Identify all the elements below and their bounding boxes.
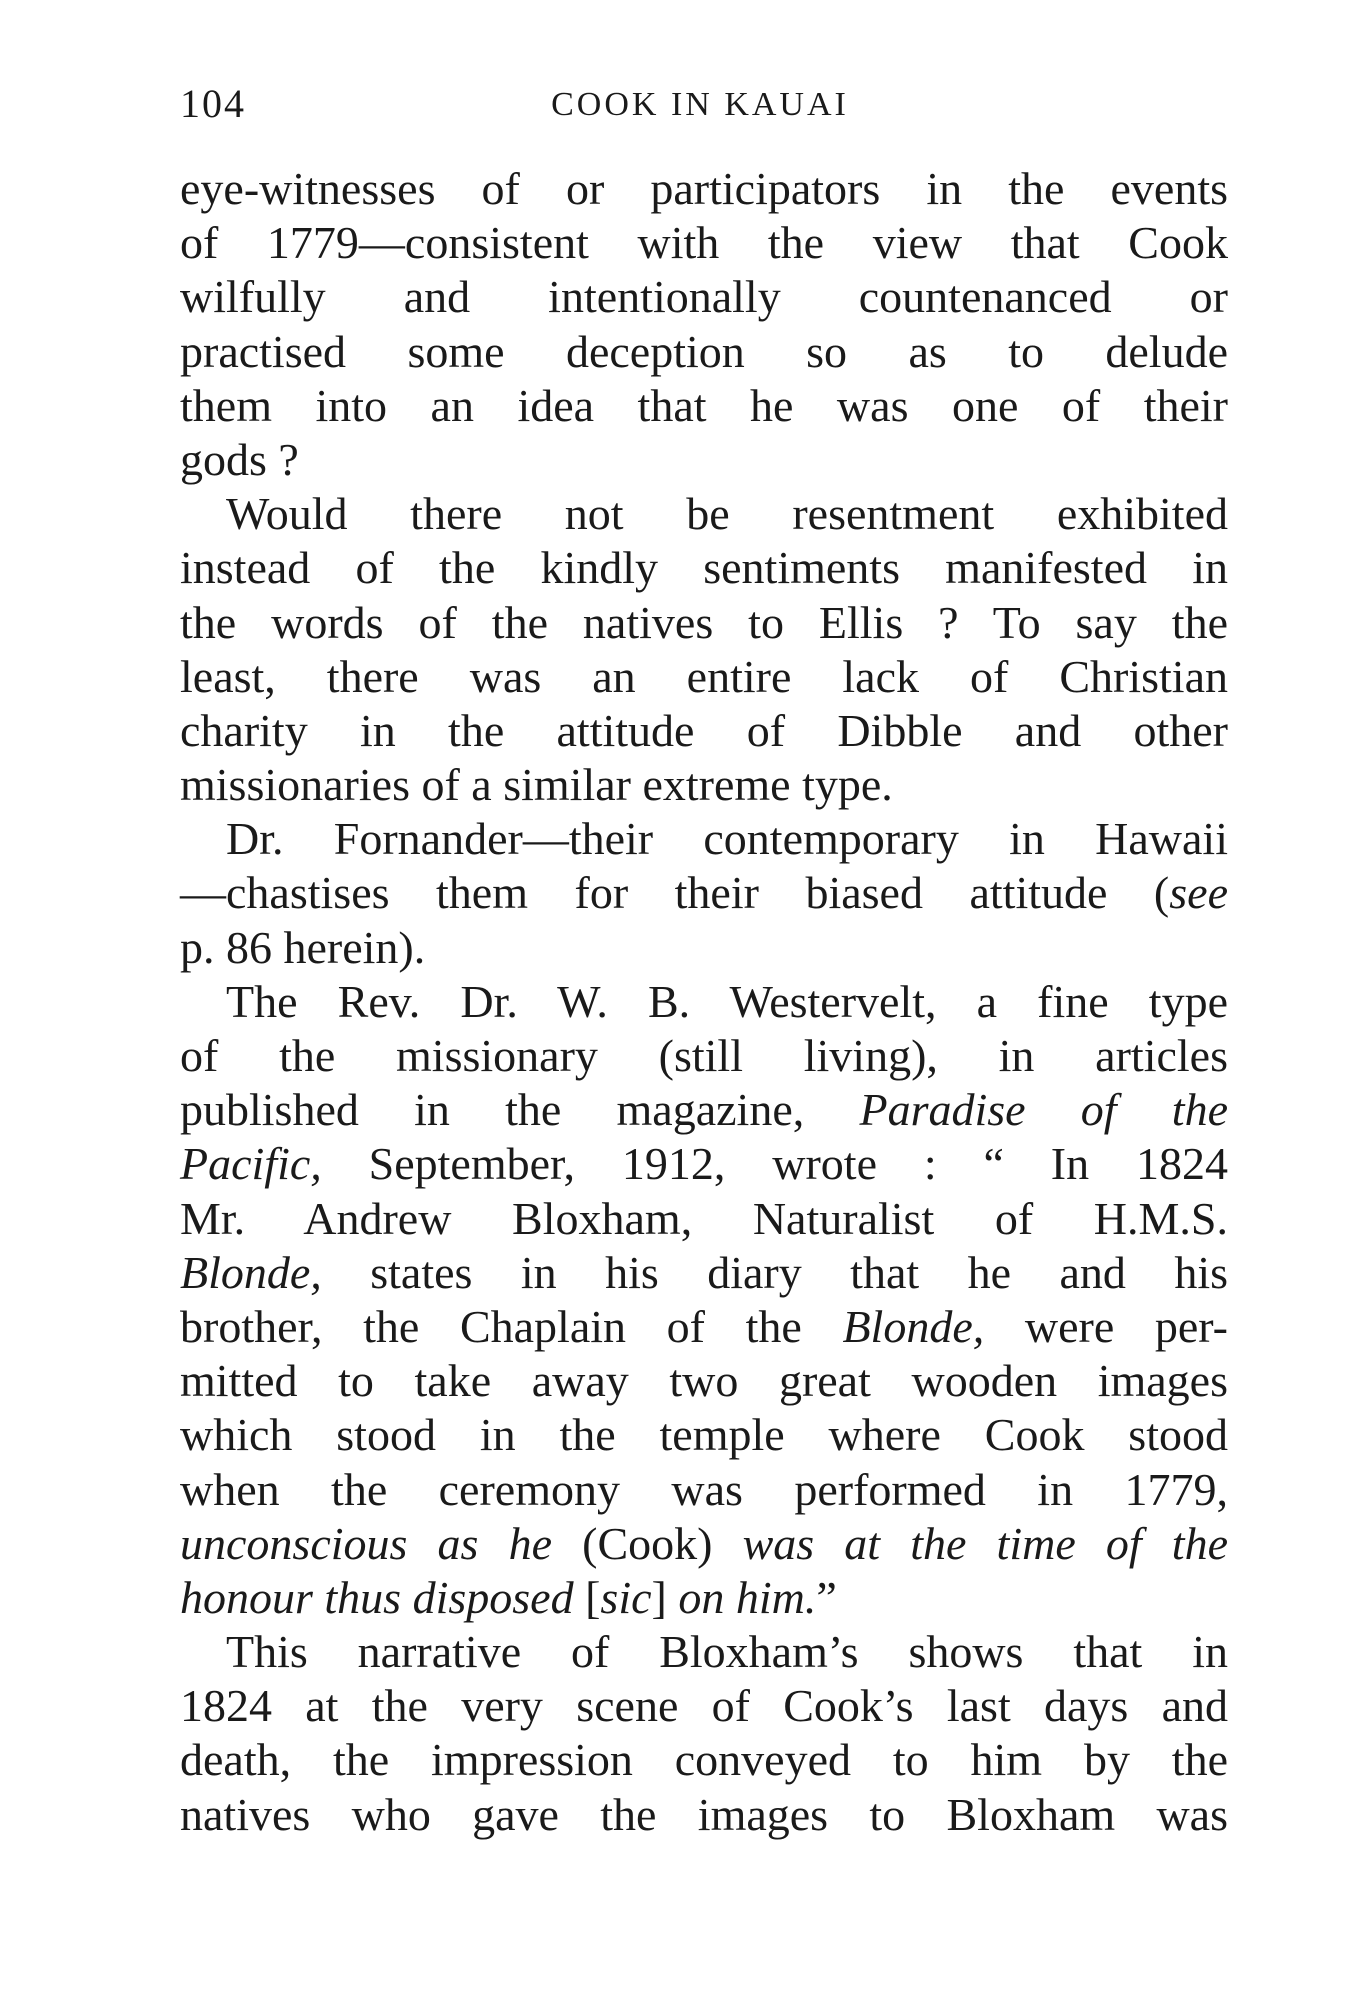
text-run: [ [573,1571,601,1623]
text-line: them into an idea that he was one of their [180,379,1228,431]
text-line [180,1300,1228,1354]
text-line: 1824 at the very scene of Cook’s last days and [180,1680,1228,1732]
italic-run: Pacific, [180,1138,322,1190]
text-line: Mr. Andrew Bloxham, Naturalist of H.M.S. [180,1192,1228,1244]
italic-run: sic [600,1571,652,1623]
body-text [180,162,1228,1842]
text-line: of 1779—consistent with the view that Cook [180,217,1228,269]
text-line [180,1137,1228,1191]
text-line: natives who gave the images to Bloxham was [180,1788,1228,1840]
text-line [180,1517,1228,1571]
text-run: ] [651,1571,679,1623]
text-line: instead of the kindly sentiments manifested in [180,542,1228,594]
text-line: death, the impression conveyed to him by the [180,1734,1228,1786]
text-run: were per- [984,1300,1228,1352]
italic-run: Blonde, [842,1300,985,1352]
text-line: the words of the natives to Ellis ? To say the [180,596,1228,648]
text-line: The Rev. Dr. W. B. Westervelt, a fine type [226,975,1228,1027]
text-line: This narrative of Bloxham’s shows that in [226,1626,1228,1678]
italic-run: see [1169,867,1228,919]
text-run: published in the magazine, [180,1084,860,1136]
italic-run: Paradise of the [859,1084,1229,1136]
text-line [180,1246,1228,1300]
text-run: ” [816,1571,837,1623]
text-line: wilfully and intentionally countenanced or [180,271,1228,323]
text-line: which stood in the temple where Cook stood [180,1409,1228,1461]
text-line: Would there not be resentment exhibited [226,488,1228,540]
italic-run: honour thus disposed [180,1571,574,1623]
text-line: p. 86 herein). [180,921,426,973]
italic-run: on him. [678,1571,817,1623]
text-line: gods ? [180,433,299,485]
page-number: 104 [180,81,246,126]
text-line: least, there was an entire lack of Christian [180,650,1228,702]
text-run: states in his diary that he and his [321,1246,1228,1298]
text-line: when the ceremony was performed in 1779, [180,1463,1228,1515]
text-line: of the missionary (still living), in articles [180,1030,1228,1081]
text-run: —chastises them for their biased attitude ( [180,867,1170,919]
text-line: missionaries of a similar extreme type. [180,759,893,811]
text-run: September, 1912, wrote : “ In 1824 [321,1138,1228,1190]
page-header [180,80,1180,140]
text-line [180,1083,1228,1137]
text-line: mitted to take away two great wooden images [180,1355,1228,1407]
running-title: COOK IN KAUAI [551,86,849,123]
italic-run: was at the time of the [742,1517,1228,1569]
text-line: Dr. Fornander—their contemporary in Hawaii [226,813,1228,865]
text-run: brother, the Chaplain of the [180,1300,843,1352]
text-line: eye-witnesses of or participators in the events [180,163,1228,214]
text-line: charity in the attitude of Dibble and other [180,704,1228,756]
italic-run: Blonde, [180,1246,322,1298]
italic-run: unconscious as he [180,1517,552,1569]
text-line [180,1571,1228,1625]
text-run: (Cook) [552,1517,743,1569]
text-line [180,866,1228,920]
text-line: practised some deception so as to delude [180,325,1228,377]
